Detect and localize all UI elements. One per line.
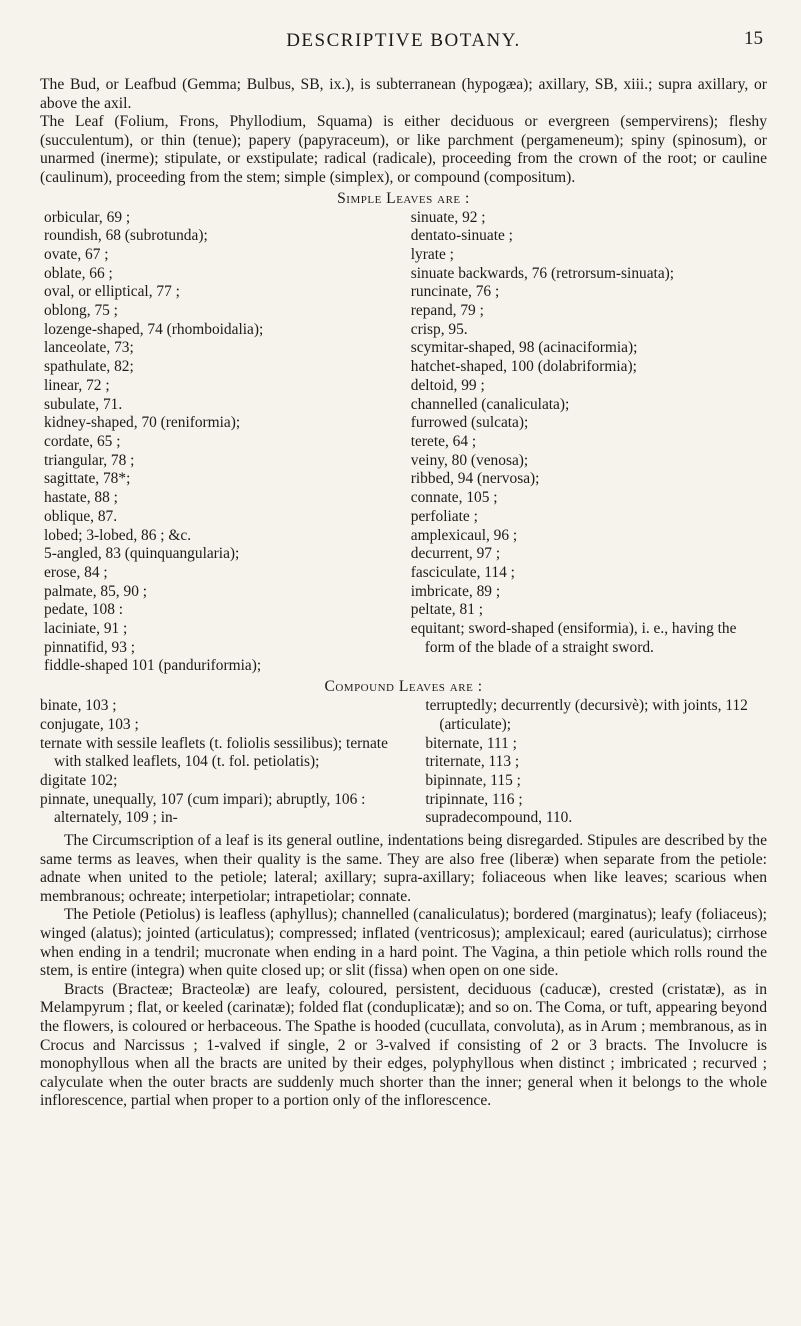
simple-leaf-term: hatchet-shaped, 100 (dolabriformia);: [410, 358, 637, 376]
simple-leaf-term: veiny, 80 (venosa);: [410, 451, 529, 469]
compound-leaf-term: biternate, 111 ;: [425, 734, 517, 752]
simple-leaf-term: oblique, 87.: [44, 507, 118, 525]
simple-leaf-term: 5-angled, 83 (quinquangularia);: [44, 545, 240, 563]
simple-leaves-left-column: [44, 209, 378, 677]
compound-leaf-term: digitate 102;: [40, 771, 118, 789]
compound-leaf-term: bipinnate, 115 ;: [425, 771, 521, 789]
simple-leaf-term: pedate, 108 :: [44, 601, 124, 619]
simple-leaf-term: lyrate ;: [410, 245, 454, 263]
compound-leaf-term: conjugate, 103 ;: [40, 715, 139, 733]
simple-leaf-term: dentato-sinuate ;: [410, 227, 513, 245]
simple-leaf-term: amplexicaul, 96 ;: [410, 526, 518, 544]
intro-section: [40, 76, 767, 188]
simple-leaf-term: sinuate, 92 ;: [410, 208, 486, 226]
compound-leaves-heading: Compound Leaves are :: [324, 678, 483, 696]
running-head: [40, 0, 767, 64]
simple-leaves-right-column: [411, 209, 767, 677]
simple-leaf-term: hastate, 88 ;: [44, 489, 118, 507]
simple-leaf-term: terete, 64 ;: [410, 433, 477, 450]
simple-leaf-term: roundish, 68 (subrotunda);: [44, 227, 208, 245]
simple-leaf-term: lozenge-shaped, 74 (rhomboidalia);: [44, 320, 264, 338]
paragraph-leaf: The Leaf (Folium, Frons, Phyllodium, Squama) is either deciduous or evergreen (sempervirens); fleshy (succulentum), or thin (tenue); papery (papyraceum), or like parchment (pergameneum); spiny (spinosum), or unarmed (inerme); stipulate, or exstipulate; radical (radicale), proceeding from the crown of the root; or cauline (caulinum), proceeding from the stem; simple (simplex), or compound (compositum).: [40, 113, 767, 186]
simple-leaf-term: scymitar-shaped, 98 (acinaciformia);: [410, 339, 638, 357]
simple-leaf-term: imbricate, 89 ;: [410, 582, 501, 600]
simple-leaf-term: orbicular, 69 ;: [44, 208, 131, 226]
simple-leaf-term: triangular, 78 ;: [44, 451, 135, 469]
simple-leaves-heading: Simple Leaves are :: [337, 189, 470, 207]
simple-leaf-term: decurrent, 97 ;: [410, 545, 501, 563]
simple-leaf-term: linear, 72 ;: [44, 376, 110, 394]
paragraph-bracts: Bracts (Bracteæ; Bracteolæ) are leafy, coloured, persistent, deciduous (caducæ), crested (cristatæ), as in Melampyrum ; flat, or keeled (carinatæ); folded flat (conduplicatæ); and so on. The Coma, or tuft, appearing beyond the flowers, is coloured or herbaceous. The Spathe is hooded (cucullata, convoluta), as in Arum ; membranous, as in Crocus and Narcissus ; 1-valved if single, 2 or 3-valved if consisting of 2 or 3 bracts. The Involucre is monophyllous when all the bracts are united by their edges, polyphyllous when distinct ; imbricated ; recurved ; calyculate when the outer bracts are suddenly much shorter than the inner; general when it belongs to the whole inflorescence, partial when proper to a portion only of the inflorescence.: [40, 980, 767, 1110]
simple-leaf-term: connate, 105 ;: [410, 489, 498, 507]
simple-leaf-term: sinuate backwards, 76 (retrorsum-sinuata);: [410, 264, 675, 282]
simple-leaf-term: erose, 84 ;: [44, 563, 108, 581]
compound-leaf-term: tripinnate, 116 ;: [425, 790, 523, 808]
simple-leaf-term: furrowed (sulcata);: [410, 414, 529, 432]
simple-leaf-term: lanceolate, 73;: [44, 339, 134, 357]
simple-leaf-term: fasciculate, 114 ;: [410, 563, 515, 581]
simple-leaf-term: spathulate, 82;: [44, 358, 134, 376]
simple-leaf-term: palmate, 85, 90 ;: [44, 582, 148, 600]
simple-leaf-term: oblate, 66 ;: [44, 264, 113, 282]
compound-leaf-term: terruptedly; decurrently (decursivè); with joints, 112 (articulate);: [425, 697, 748, 733]
simple-leaf-term: perfoliate ;: [410, 507, 478, 525]
simple-leaf-term: sagittate, 78*;: [44, 470, 131, 488]
paragraph-petiole: The Petiole (Petiolus) is leafless (aphyllus); channelled (canaliculatus); bordered (marginatus); leafy (foliaceus); winged (alatus); jointed (articulatus); compressed; inflated (ventricosus); amplexicaul; eared (auriculatus); cirrhose when ending in a tendril; mucronate when ending in a hard point. The Vagina, a thin petiole which rolls round the stem, is entire (integra) when quite closed up; or slit (fissa) when open on one side.: [40, 906, 767, 980]
simple-leaf-term: runcinate, 76 ;: [410, 283, 500, 301]
page-number: 15: [744, 28, 763, 49]
simple-leaf-term: cordate, 65 ;: [44, 433, 121, 450]
body-text: [40, 832, 767, 1111]
simple-leaf-term: oval, or elliptical, 77 ;: [44, 283, 180, 301]
simple-leaves-list: [40, 209, 767, 677]
simple-leaf-term: equitant; sword-shaped (ensiformia), i. e., having the form of the blade of a straight sword.: [410, 620, 737, 656]
simple-leaf-term: peltate, 81 ;: [410, 601, 484, 619]
simple-leaf-term: ribbed, 94 (nervosa);: [410, 470, 540, 488]
compound-leaves-right-column: [425, 697, 767, 828]
simple-leaf-term: deltoid, 99 ;: [410, 376, 485, 394]
simple-leaf-term: channelled (canaliculata);: [410, 395, 570, 413]
simple-leaf-term: crisp, 95.: [410, 320, 468, 338]
simple-leaf-term: fiddle-shaped 101 (panduriformia);: [44, 657, 262, 675]
running-title: DESCRIPTIVE BOTANY.: [286, 30, 521, 51]
simple-leaf-term: pinnatifid, 93 ;: [44, 638, 136, 656]
paragraph-leafbud: The Bud, or Leafbud (Gemma; Bulbus, SB, ix.), is subterranean (hypogæa); axillary, SB, xiii.; supra axillary, or above the axil.: [40, 76, 767, 112]
simple-leaf-term: kidney-shaped, 70 (reniformia);: [44, 414, 241, 432]
compound-leaves-list: [40, 697, 767, 828]
compound-leaves-left-column: [40, 697, 411, 828]
compound-leaf-term: ternate with sessile leaflets (t. foliolis sessilibus); ternate with stalked leaflets, 104 (t. fol. petiolatis);: [40, 734, 388, 771]
compound-leaf-term: supradecompound, 110.: [425, 809, 573, 827]
simple-leaf-term: subulate, 71.: [44, 395, 123, 413]
compound-leaf-term: triternate, 113 ;: [425, 753, 520, 771]
simple-leaf-term: oblong, 75 ;: [44, 302, 118, 320]
compound-leaf-term: binate, 103 ;: [40, 697, 117, 715]
simple-leaf-term: laciniate, 91 ;: [44, 620, 128, 638]
simple-leaf-term: lobed; 3-lobed, 86 ; &c.: [44, 526, 192, 544]
simple-leaf-term: repand, 79 ;: [410, 302, 484, 320]
compound-leaf-term: pinnate, unequally, 107 (cum impari); abruptly, 106 : alternately, 109 ; in-: [40, 790, 366, 827]
simple-leaf-term: ovate, 67 ;: [44, 245, 109, 263]
paragraph-circumscription: The Circumscription of a leaf is its general outline, indentations being disregarded. Stipules are described by the same terms as leaves, when their quality is the same. They are also free (liberæ) when separate from the petiole: adnate when united to the petiole; lateral; axillary; supra-axillary; foliaceous when like leaves; scarious when membranous; ochreate; interpetiolar; intrapetiolar; connate.: [40, 832, 767, 905]
